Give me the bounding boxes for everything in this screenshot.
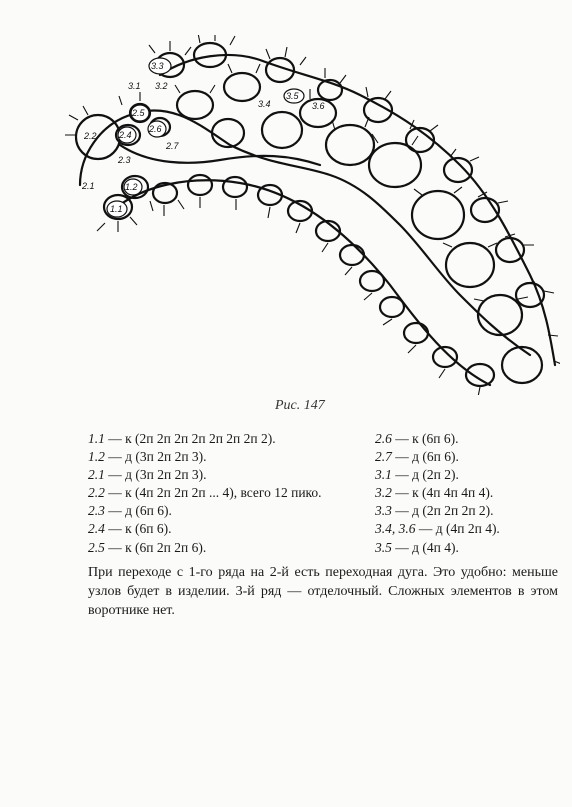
legend-item: 3.1 — д (2п 2).: [375, 467, 459, 483]
label-3-2: 3.2: [155, 81, 168, 91]
figure-caption: Рис. 147: [275, 398, 325, 413]
legend-left-column: [88, 430, 322, 557]
legend-item: 2.4 — к (6п 6).: [88, 521, 172, 537]
label-3-4: 3.4: [258, 99, 271, 109]
label-3-3: 3.3: [151, 61, 164, 71]
legend-item: 3.4, 3.6 — д (4п 2п 4).: [375, 521, 500, 537]
label-2-4: 2.4: [119, 130, 132, 140]
label-2-2: 2.2: [84, 131, 97, 141]
legend-item: 3.2 — к (4п 4п 4п 4).: [375, 485, 494, 501]
label-2-7: 2.7: [166, 141, 179, 151]
legend-item: 2.5 — к (6п 2п 2п 6).: [88, 539, 207, 555]
label-2-6: 2.6: [149, 124, 162, 134]
legend-item: 2.3 — д (6п 6).: [88, 503, 172, 519]
legend-item: 2.6 — к (6п 6).: [375, 431, 459, 446]
label-2-5: 2.5: [132, 108, 145, 118]
legend-item: 1.2 — д (3п 2п 2п 3).: [88, 449, 207, 465]
legend-item: 2.1 — д (3п 2п 2п 3).: [88, 467, 207, 483]
paragraph-text: При переходе с 1-го ряда на 2-й есть переходная дуга. Это удобно: меньше узлов будет в изделии. 3-й ряд — отделочный. Сложных элементов в этом воротнике нет.: [88, 565, 558, 618]
legend-item: 2.2 — к (4п 2п 2п 2п ... 4), всего 12 пико.: [88, 485, 322, 501]
label-3-5: 3.5: [286, 91, 299, 101]
legend-item: 3.5 — д (4п 4).: [375, 539, 459, 555]
label-2-3: 2.3: [118, 155, 131, 165]
body-paragraph: [88, 563, 558, 620]
lace-collar-diagram: [60, 35, 560, 395]
label-1-2: 1.2: [125, 182, 138, 192]
label-3-1: 3.1: [128, 81, 141, 91]
legend-item: 3.3 — д (2п 2п 2п 2).: [375, 503, 494, 519]
label-1-1: 1.1: [110, 204, 123, 214]
label-3-6: 3.6: [312, 101, 325, 111]
legend-item: 2.7 — д (6п 6).: [375, 449, 459, 465]
lace-diagram-svg: [60, 35, 560, 395]
label-2-1: 2.1: [82, 181, 95, 191]
legend-item: 1.1 — к (2п 2п 2п 2п 2п 2п 2п 2).: [88, 431, 276, 446]
legend-right-column: [375, 430, 500, 557]
